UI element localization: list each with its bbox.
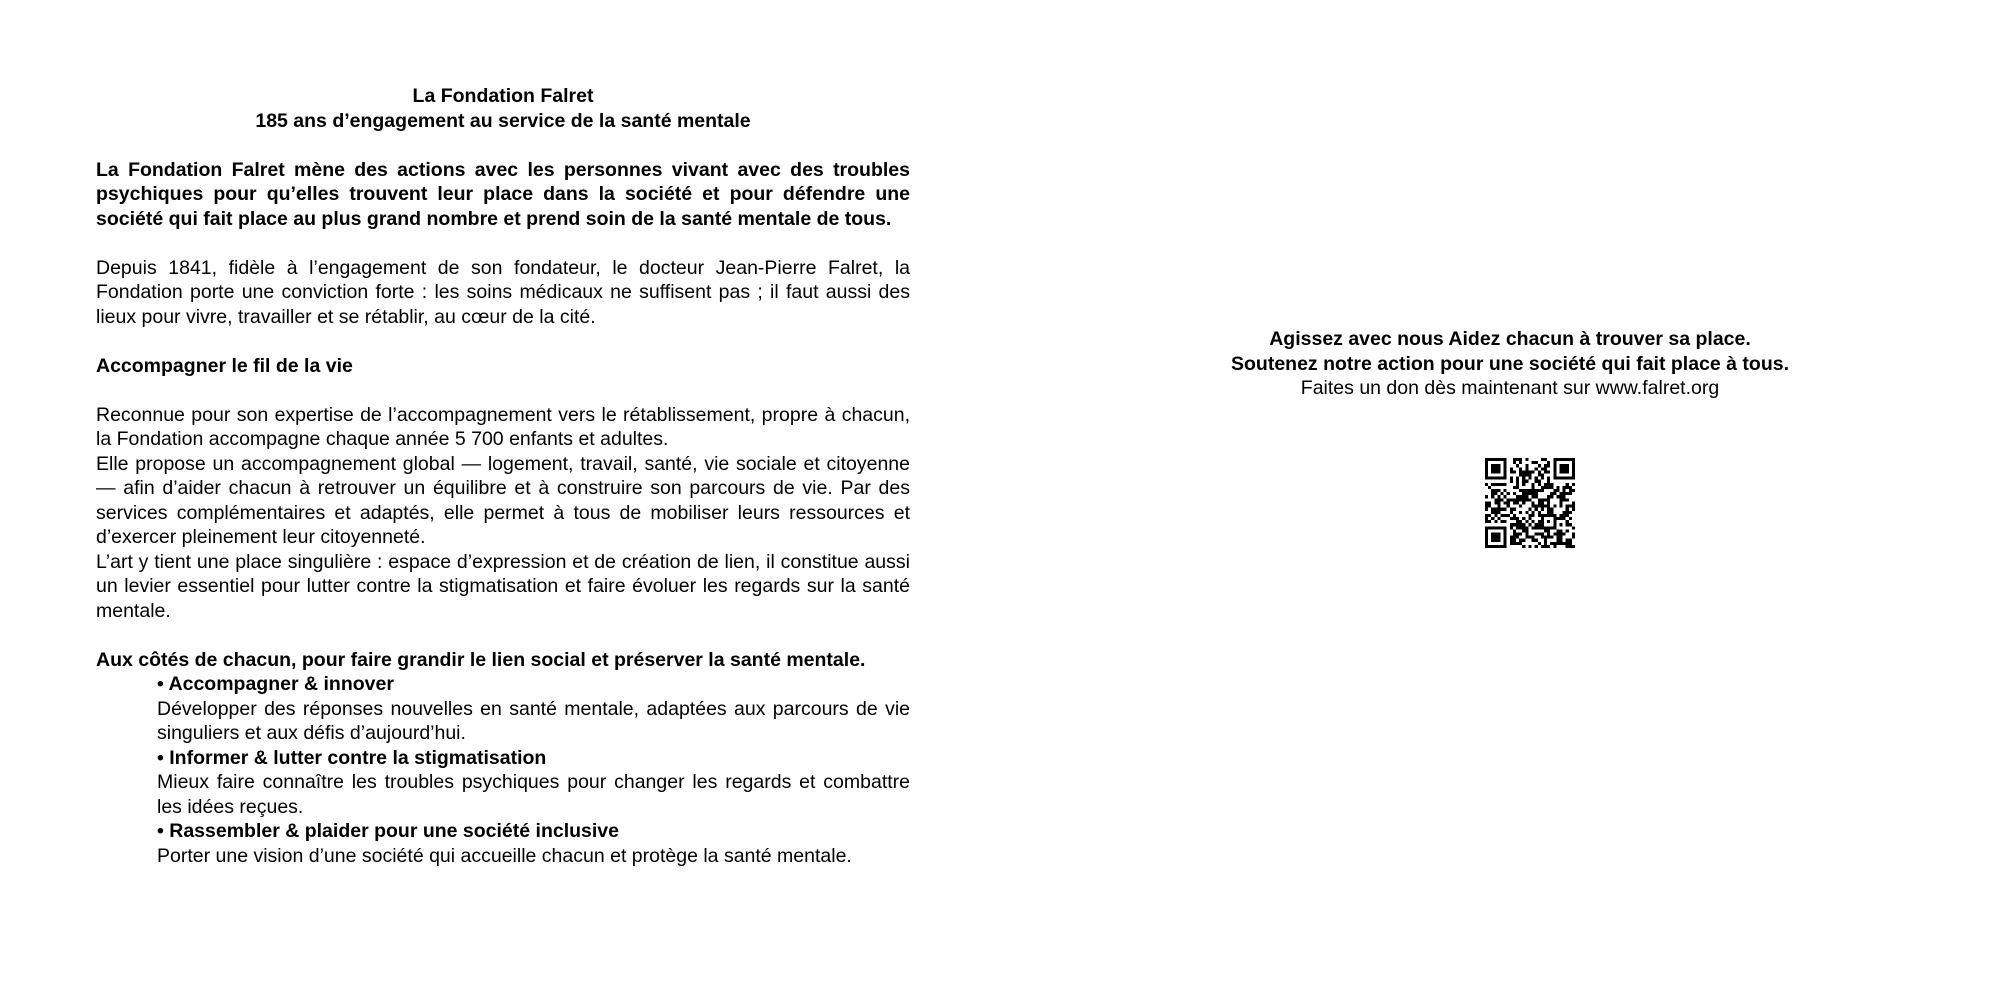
pillar-title: Accompagner & innover [168,673,394,695]
pillar-text: Développer des réponses nouvelles en santé mentale, adaptées aux parcours de vie singuliers et aux défis d’aujourd’hui. [157,697,910,744]
callout-line-2: Soutenez notre action pour une société qui fait place à tous. [1231,352,1789,375]
callout-line-1: Agissez avec nous Aidez chacun à trouver sa place. [1269,328,1751,350]
section1-paragraph-3: L’art y tient une place singulière : espace d’expression et de création de lien, il constitue aussi un levier essentiel pour lutter contre la stigmatisation et faire évoluer les regards sur la santé mentale. [96,550,910,622]
intro-paragraph: La Fondation Falret mène des actions avec les personnes vivant avec des troubles psychiques pour qu’elles trouvent leur place dans la société et pour défendre une société qui fait place au plus grand nombre et prend soin de la santé mentale de tous. [96,158,910,230]
donation-callout [1100,327,1920,401]
title-block [96,84,910,133]
history-paragraph: Depuis 1841, fidèle à l’engagement de son fondateur, le docteur Jean-Pierre Falret, la Fondation porte une conviction forte : les soins médicaux ne suffisent pas ; il faut aussi des lieux pour vivre, travailler et se rétablir, au cœur de la cité. [96,256,910,328]
pillar-item [96,746,910,820]
bullet-icon: • [157,673,164,695]
donation-link-text[interactable]: Faites un don dès maintenant sur www.falret.org [1300,377,1720,399]
page-title: La Fondation Falret [412,85,594,107]
section-heading-accompagner: Accompagner le fil de la vie [96,354,353,377]
brochure-left-panel [96,84,910,868]
pillar-text: Mieux faire connaître les troubles psychiques pour changer les regards et combattre les idées reçues. [157,771,910,818]
section-heading-aux-cotes: Aux côtés de chacun, pour faire grandir le lien social et préserver la santé mentale. [96,648,866,671]
bullet-icon: • [157,820,164,842]
page-subtitle: 185 ans d’engagement au service de la santé mentale [255,109,751,132]
section1-paragraph-2: Elle propose un accompagnement global — logement, travail, santé, vie sociale et citoyenne — afin d’aider chacun à retrouver un équilibre et à construire son parcours de vie. Par des services complémentaires et adaptés, elle permet à tous de mobiliser leurs ressources et d’exercer pleinement leur citoyenneté. [96,452,910,548]
section1-paragraph-1: Reconnue pour son expertise de l’accompagnement vers le rétablissement, propre à chacun, la Fondation accompagne chaque année 5 700 enfants et adultes. [96,403,910,450]
pillar-item [96,672,910,746]
bullet-icon: • [157,746,164,769]
pillar-title: Rassembler & plaider pour une société inclusive [169,820,619,842]
pillar-text: Porter une vision d’une société qui accueille chacun et protège la santé mentale. [157,844,852,867]
qr-code-icon[interactable] [1485,457,1575,549]
pillar-title: Informer & lutter contre la stigmatisation [169,746,547,769]
pillar-item [96,819,910,868]
